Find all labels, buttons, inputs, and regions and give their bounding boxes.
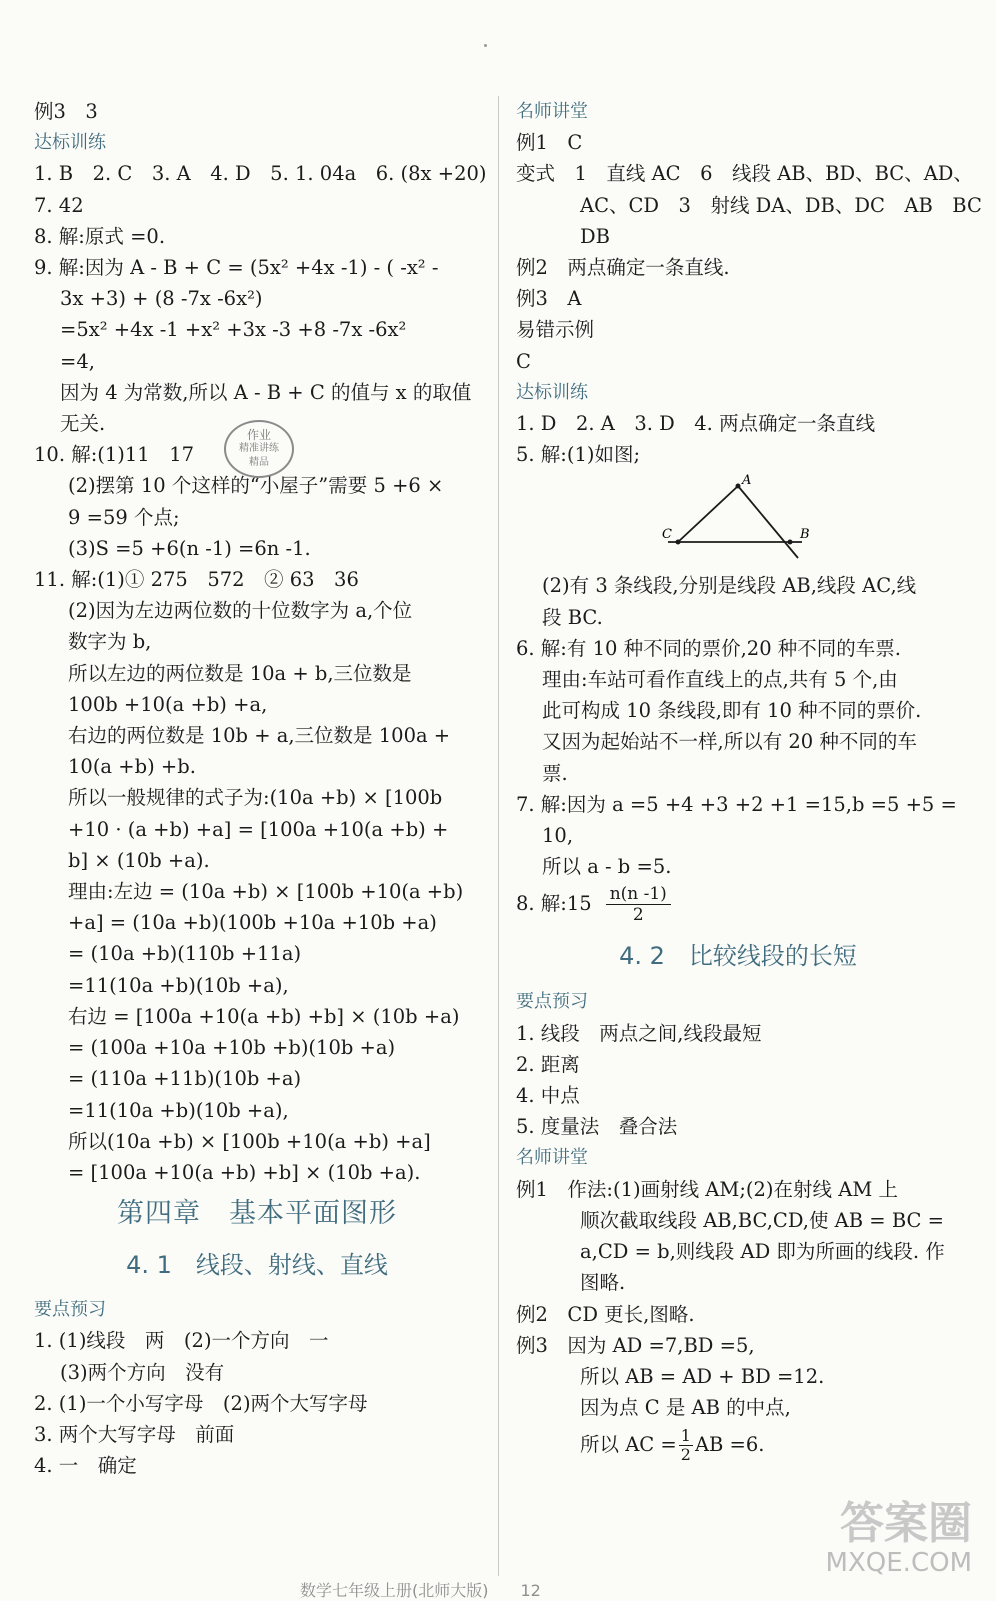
answer-line: 1. D 2. A 3. D 4. 两点确定一条直线 (516, 412, 876, 436)
triangle-diagram (516, 472, 960, 566)
section-mingshi: 名师讲堂 (516, 1147, 588, 1169)
answer-line: 4. 中点 (516, 1084, 580, 1108)
answer-line: 3x +3) + (8 -7x -6x²) (60, 287, 263, 311)
answer-line: 理由:左边 = (10a +b) × [100b +10(a +b) (68, 880, 464, 904)
answer-line: DB (580, 224, 610, 248)
answer-line: 5. 度量法 叠合法 (516, 1115, 678, 1139)
answer-line: 例2 两点确定一条直线. (516, 256, 730, 280)
point-b (788, 540, 793, 545)
point-c (676, 540, 681, 545)
answer-line: 所以左边的两位数是 10a + b,三位数是 (68, 661, 412, 685)
answer-line: 9. 解:因为 A - B + C = (5x² +4x -1) - ( -x² - (34, 256, 439, 280)
answer-line: 10, (542, 824, 574, 848)
answer-line: 所以 a - b =5. (542, 855, 672, 879)
answer-line: 例1 作法:(1)画射线 AM;(2)在射线 AM 上 (516, 1177, 898, 1201)
answer-line: 右边的两位数是 10b + a,三位数是 100a + (68, 724, 451, 748)
answer-line: 段 BC. (542, 605, 603, 629)
section-yaodian: 要点预习 (34, 1299, 106, 1321)
answer-line: (2)摆第 10 个这样的“小屋子”需要 5 +6 × (68, 474, 444, 498)
fraction: $\frac{n(n -1)}{2}$ (606, 884, 671, 925)
answer-line: =11(10a +b)(10b +a), (68, 973, 289, 997)
section-dabiao: 达标训练 (516, 381, 588, 403)
site-watermark: 答案圈 MXQE.COM (825, 1498, 972, 1578)
answer-line: (3)S =5 +6(n -1) =6n -1. (68, 536, 311, 560)
answer-line: 11. 解:(1)① 275 572 ② 63 36 (34, 568, 359, 592)
answer-line: 1. B 2. C 3. A 4. D 5. 1. 04a 6. (8x +20) (34, 162, 487, 186)
answer-line: 10(a +b) +b. (68, 755, 196, 779)
answer-line: 例3 因为 AD =7,BD =5, (516, 1333, 755, 1357)
left-column (34, 96, 487, 1481)
answer-line: 6. 解:有 10 种不同的票价,20 种不同的车票. (516, 636, 901, 660)
answer-line: 2. 距离 (516, 1052, 580, 1076)
section-mingshi: 名师讲堂 (516, 101, 588, 122)
answer-line: +a] = (10a +b)(100b +10a +10b +a) (68, 911, 437, 935)
answer-line: 7. 解:因为 a =5 +4 +3 +2 +1 =15,b =5 +5 = (516, 792, 957, 816)
label-a: A (742, 473, 752, 489)
answer-line: (3)两个方向 没有 (60, 1360, 225, 1384)
answer-line: 100b +10(a +b) +a, (68, 692, 268, 716)
section-dabiao: 达标训练 (34, 132, 106, 154)
column-divider (498, 96, 499, 1576)
label-b: B (800, 527, 810, 543)
dust-dot (484, 44, 487, 47)
answer-line: 例3 A (516, 287, 582, 311)
answer-line: =5x² +4x -1 +x² +3x -3 +8 -7x -6x² (60, 318, 407, 342)
segment-ac (678, 486, 738, 542)
fraction-half: $\frac{1}{2}$ (680, 1426, 691, 1465)
answer-line: = (110a +11b)(10b +a) (68, 1067, 302, 1091)
homework-stamp: 作业 精准讲练 精品 (224, 420, 294, 478)
answer-line: 2. (1)一个小写字母 (2)两个大写字母 (34, 1391, 368, 1415)
answer-line: 所以(10a +b) × [100b +10(a +b) +a] (68, 1129, 431, 1153)
triangle-figure (516, 472, 960, 566)
answer-line: 无关. (60, 412, 106, 436)
chapter-title: 第四章 基本平面图形 (117, 1198, 397, 1230)
answer-line: b] × (10b +a). (68, 848, 210, 872)
answer-line: 10. 解:(1)11 17 (34, 443, 195, 467)
answer-line: 变式 1 直线 AC 6 线段 AB、BD、BC、AD、 (516, 162, 973, 186)
answer-line: 例1 C (516, 131, 583, 155)
example-3: 例3 3 (34, 100, 98, 123)
answer-line: 顺次截取线段 AB,BC,CD,使 AB = BC = (580, 1208, 944, 1232)
answer-line: 7. 42 (34, 193, 84, 217)
answer-line: 8. 解:原式 =0. (34, 224, 166, 248)
answer-line: 1. 线段 两点之间,线段最短 (516, 1021, 762, 1045)
answer-line: 因为点 C 是 AB 的中点, (580, 1396, 791, 1420)
answer-line: 理由:车站可看作直线上的点,共有 5 个,由 (542, 668, 898, 692)
answer-line: 因为 4 为常数,所以 A - B + C 的值与 x 的取值 (60, 380, 472, 404)
answer-line: =4, (60, 349, 95, 373)
answer-line: 票. (542, 761, 568, 785)
answer-line: 1. (1)线段 两 (2)一个方向 一 (34, 1329, 329, 1353)
answer-line: (2)有 3 条线段,分别是线段 AB,线段 AC,线 (542, 574, 917, 598)
section-title-4-2: 4. 2 比较线段的长短 (619, 942, 857, 971)
answer-line: 数字为 b, (68, 630, 152, 654)
answer-line: =11(10a +b)(10b +a), (68, 1098, 289, 1122)
right-column (516, 96, 982, 1467)
section-title-4-1: 4. 1 线段、射线、直线 (126, 1251, 388, 1280)
yicuo-heading: 易错示例 (516, 318, 595, 342)
answer-line: 又因为起始站不一样,所以有 20 种不同的车 (542, 730, 917, 754)
label-c: C (662, 527, 672, 543)
segment-ab-ray (738, 486, 798, 558)
answer-line: AC、CD 3 射线 DA、DB、DC AB BC (580, 193, 982, 217)
answer-line: 此可构成 10 条线段,即有 10 种不同的票价. (542, 699, 922, 723)
answer-line: 4. 一 确定 (34, 1454, 137, 1478)
section-yaodian: 要点预习 (516, 991, 588, 1013)
answer-line: = (10a +b)(110b +11a) (68, 942, 302, 966)
answer-line: 所以一般规律的式子为:(10a +b) × [100b (68, 786, 443, 810)
answer-line: 9 =59 个点; (68, 505, 180, 529)
answer-line: = (100a +10a +10b +b)(10b +a) (68, 1036, 396, 1060)
answer-line: 右边 = [100a +10(a +b) +b] × (10b +a) (68, 1004, 460, 1028)
point-a (736, 484, 741, 489)
answer-line: C (516, 349, 531, 373)
answer-line: (2)因为左边两位数的十位数字为 a,个位 (68, 599, 413, 623)
answer-line: 5. 解:(1)如图; (516, 443, 641, 467)
answer-line: 图略. (580, 1271, 626, 1295)
answer-line-8: 8. 解:15 $\frac{n(n -1)}{2}$ (516, 882, 960, 926)
answer-line: a,CD = b,则线段 AD 即为所画的线段. 作 (580, 1240, 945, 1264)
answer-line: = [100a +10(a +b) +b] × (10b +a). (68, 1160, 421, 1184)
answer-line: 例2 CD 更长,图略. (516, 1302, 695, 1326)
answer-line: 所以 AB = AD + BD =12. (580, 1364, 825, 1388)
answer-line: +10 · (a +b) +a] = [100a +10(a +b) + (68, 817, 449, 841)
answer-line: 3. 两个大写字母 前面 (34, 1422, 235, 1446)
page-footer: 数学七年级上册(北师大版) 12 (300, 1581, 541, 1600)
answer-line-ac: 所以 AC = $\frac{1}{2}$ AB =6. (580, 1426, 765, 1465)
